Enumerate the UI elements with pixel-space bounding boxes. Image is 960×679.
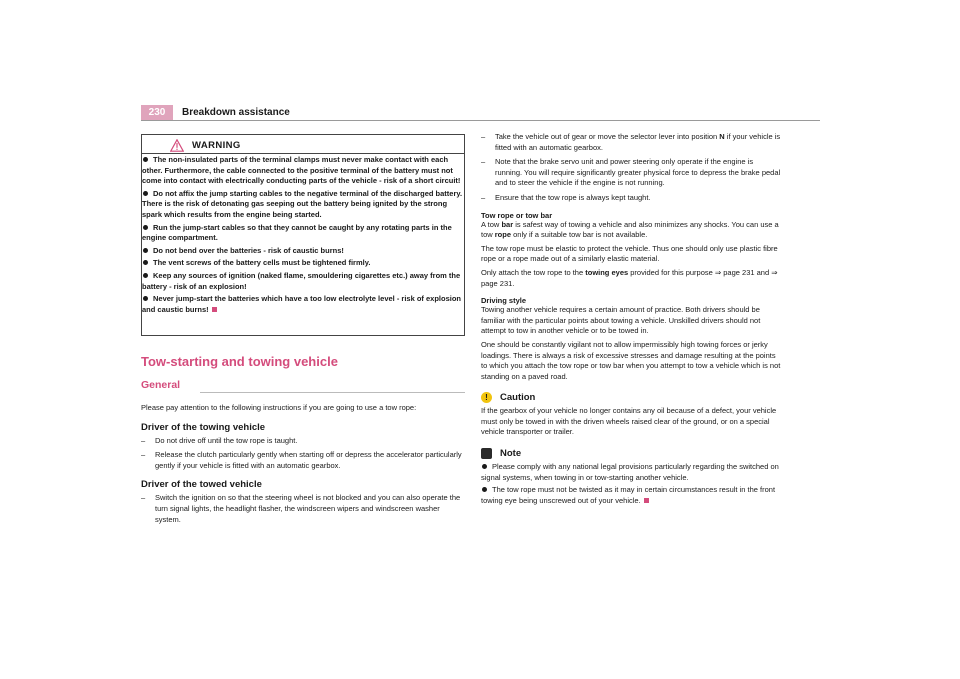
towing-vehicle-heading: Driver of the towing vehicle (141, 421, 266, 433)
tow-paragraph: The tow rope must be elastic to protect the vehicle. Thus one should only use plastic fibre rope or a rope made out of a similarly elastic material. (481, 243, 778, 264)
warning-item: The vent screws of the battery cells must be tightened firmly. (142, 258, 463, 269)
note-item: The tow rope must not be twisted as it may in certain circumstances result in the front towing eye being unscrewed out of your vehicle. (481, 485, 776, 505)
list-item: – Release the clutch particularly gently when starting off or depress the accelerator particularly gently if your vehicle is fitted with an automatic gearbox. (141, 450, 462, 470)
list-item: – Switch the ignition on so that the steering wheel is not blocked and you can also operate the turn signal lights, the headlight flasher, the windscreen wipers and windscreen washer system. (141, 493, 461, 524)
section-title: Tow-starting and towing vehicle (141, 354, 338, 369)
end-of-section-icon (644, 498, 649, 503)
bullet-icon (143, 273, 148, 278)
list-item: – Take the vehicle out of gear or move the selector lever into position N if your vehicle is fitted with an automatic gearbox. (481, 132, 781, 152)
caution-icon: ! (481, 392, 492, 403)
list-item: – Ensure that the tow rope is always kept taught. (481, 192, 651, 202)
warning-item: Run the jump-start cables so that they cannot be caught by any rotating parts in the engine compartment. (142, 222, 452, 243)
bullet-icon (482, 464, 487, 469)
bullet-icon (482, 487, 487, 492)
bullet-icon (143, 225, 148, 230)
bullet-icon (143, 260, 148, 265)
list-item: – Do not drive off until the tow rope is taught. (141, 435, 298, 445)
warning-header (170, 138, 241, 152)
caution-title: Caution (500, 392, 536, 404)
warning-item: Never jump-start the batteries which have a too low electrolyte level - risk of explosion and caustic burns! (142, 294, 462, 314)
warning-item: Do not affix the jump starting cables to the negative terminal of the discharged battery. There is the risk of detonating gas seeping out the battery being ignited by the strong spark which results from the engine being started. (142, 188, 463, 219)
tow-paragraph: A tow bar is safest way of towing a vehicle and also minimizes any shocks. You can use a tow rope only if a suitable tow bar is not available. (481, 219, 779, 240)
driving-paragraph: Towing another vehicle requires a certain amount of practice. Both drivers should be familiar with the particular points about towing a vehicle. Unskilled drivers should not attempt to tow in another vehicle or to be towed in. (481, 305, 761, 336)
left-column (141, 403, 467, 525)
chapter-title: Breakdown assistance (182, 107, 290, 118)
end-of-section-icon (212, 307, 217, 312)
caution-paragraph: If the gearbox of your vehicle no longer contains any oil because of a defect, your vehicle must only be towed in with the driven wheels raised clear of the ground, or on a special vehicle transporter or trailer. (481, 406, 777, 437)
warning-divider (141, 153, 465, 154)
note-header (481, 448, 781, 459)
driving-style-heading: Driving style (481, 296, 527, 306)
note-icon (481, 448, 492, 459)
intro-paragraph: Please pay attention to the following instructions if you are going to use a tow rope: (141, 403, 417, 412)
tow-paragraph: Only attach the tow rope to the towing eyes provided for this purpose ⇒ page 231 and ⇒ page 231. (481, 267, 778, 288)
tow-rope-heading: Tow rope or tow bar (481, 210, 553, 220)
caution-header (481, 392, 781, 403)
header-divider (141, 120, 820, 121)
warning-item: The non-insulated parts of the terminal clamps must never make contact with each other. Furthermore, the cable connected to the positive terminal of the battery must not come into contact with electrically conducting parts of the vehicle - risk of a short circuit! (142, 155, 461, 186)
warning-triangle-icon (170, 139, 184, 152)
subsection-title: General (141, 379, 181, 391)
list-item: – Note that the brake servo unit and power steering only operate if the engine is running. You will require significantly greater physical force to depress the brake pedal and to steer the vehicle if the engine is not running. (481, 157, 781, 188)
page-number: 230 (141, 105, 173, 120)
subsection-divider (200, 392, 465, 393)
bullet-icon (143, 191, 148, 196)
bullet-icon (143, 296, 148, 301)
driving-paragraph: One should be constantly vigilant not to allow impermissibly high towing forces or jerky loadings. There is always a risk of excessive stresses and damage resulting at the points to which you attach the tow rope or tow bar when you attempt to tow a vehicle which is not standing on a paved road. (481, 339, 781, 381)
note-title: Note (500, 448, 522, 460)
towed-vehicle-heading: Driver of the towed vehicle (141, 479, 262, 491)
note-item: Please comply with any national legal provisions particularly regarding the switched on signal systems, when towing in or tow-starting another vehicle. (481, 462, 779, 482)
warning-title: WARNING (192, 139, 241, 151)
right-column (481, 132, 781, 506)
bullet-icon (143, 248, 148, 253)
warning-item: Do not bend over the batteries - risk of caustic burns! (142, 246, 463, 257)
bullet-icon (143, 157, 148, 162)
warning-list (142, 155, 463, 317)
warning-item: Keep any sources of ignition (naked flame, smouldering cigarettes etc.) away from the battery - risk of an explosion! (142, 270, 461, 291)
